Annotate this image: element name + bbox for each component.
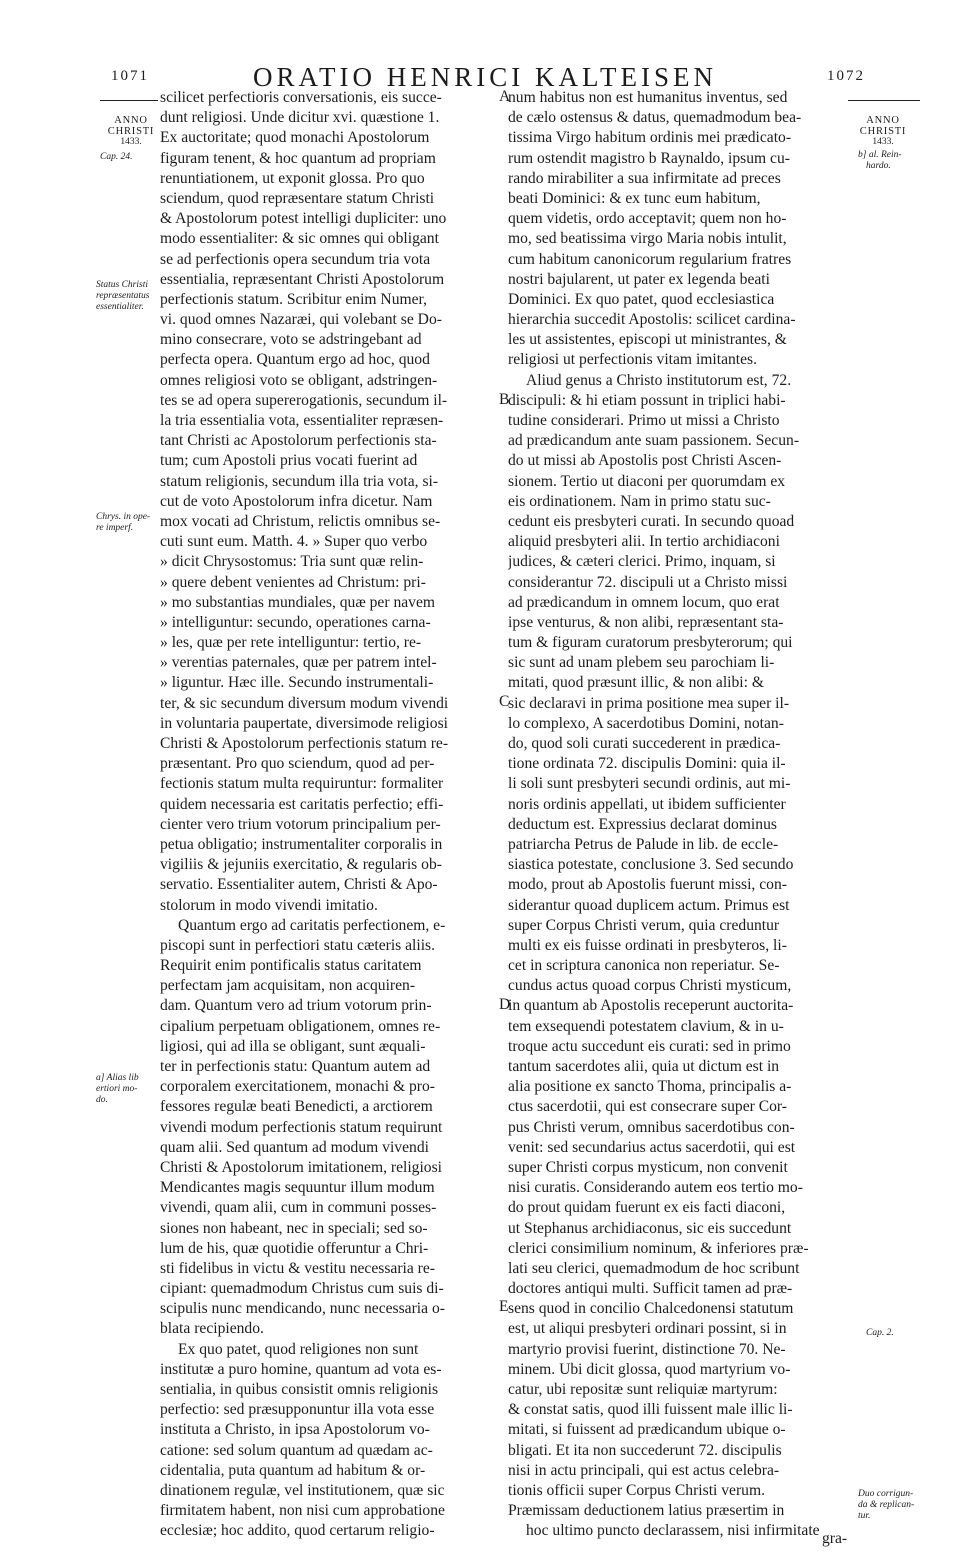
- section-letter-c: C: [499, 693, 510, 710]
- text-line: Christi & Apostolorum perfectionis statum re-: [160, 735, 449, 752]
- right-margin-cap: [866, 1328, 894, 1339]
- text-line: vivendi, quam alii, cum in communi posses-: [160, 1199, 437, 1217]
- text-line: & constat satis, quod illi fuissent male illic li-: [508, 1401, 793, 1419]
- right-margin-anno: [855, 115, 911, 148]
- text-line: catione: sed solum quantum ad quædam ac-: [160, 1441, 433, 1459]
- text-line: mo, sed beatissima virgo Maria nobis intulit,: [508, 230, 787, 248]
- text-line: stolorum in modo vivendi imitatio.: [160, 896, 378, 914]
- text-line: quem videtis, ordo acceptavit; quem non ho-: [508, 210, 787, 228]
- text-line: cipiant: quemadmodum Christus cum suis di-: [160, 1280, 444, 1298]
- text-line: » verentias paternales, quæ per patrem intel-: [160, 654, 437, 672]
- text-line: » liguntur. Hæc ille. Secundo instrumentali-: [160, 674, 434, 692]
- text-line: tionis officii super Corpus Christi verum.: [508, 1481, 765, 1499]
- text-line: cuti sunt eum. Matth. 4. » Super quo verbo: [160, 533, 428, 551]
- text-line: Requirit enim pontificalis status caritatem: [160, 957, 422, 975]
- text-line: cet in scriptura canonica non reperiatur. Se-: [508, 957, 780, 975]
- text-line: patriarcha Petrus de Palude in lib. de eccle-: [508, 835, 779, 853]
- text-line: tione ordinata 72. discipulis Domini: quia il-: [508, 755, 786, 773]
- alias-note-line: a] Alias lib: [96, 1073, 139, 1083]
- text-line: aliquid presbyteri alii. In tertio archidiaconi: [508, 533, 780, 551]
- text-line: sic sunt ad unam plebem seu parochiam li-: [508, 654, 775, 672]
- text-line: perfectam jam acquisitam, non acquiren-: [160, 977, 416, 995]
- text-line: hoc ultimo puncto declarassem, nisi infirmitate: [526, 1522, 820, 1540]
- text-line: sens quod in concilio Chalcedonensi statutum: [508, 1300, 794, 1318]
- text-line: pus Christi verum, omnibus sacerdotibus con-: [508, 1118, 795, 1136]
- anno-label: ANNO: [114, 115, 148, 126]
- text-line: mitati, quod præsunt illic, & non alibi: &: [508, 674, 764, 692]
- text-line: discipuli: & hi etiam possunt in triplici habi-: [508, 391, 786, 409]
- text-line: siones non habeant, nec in speciali; sed so-: [160, 1219, 428, 1237]
- text-line: figuram tenent, & hoc quantum ad propriam: [160, 149, 436, 167]
- page-number-right: 1072: [827, 68, 865, 84]
- text-line: judices, & cæteri clerici. Primo, inquam, si: [508, 553, 776, 571]
- text-line: nostri bajularent, ut pater ex legenda beati: [508, 270, 770, 288]
- text-line: sentialia, in quibus consistit omnis religionis: [160, 1381, 439, 1398]
- text-line: noris ordinis appellati, ut ibidem sufficienter: [508, 795, 786, 813]
- text-line: petua obligatio; instrumentaliter corporalis in: [160, 835, 443, 853]
- text-line: alia positione ex sancto Thoma, principalis a-: [508, 1078, 792, 1096]
- status-note-line: essentialiter.: [96, 302, 144, 312]
- text-line: troque actu succedunt eis curati: sed in primo: [508, 1037, 791, 1055]
- text-line: perfectionis statum. Scribitur enim Numer,: [160, 290, 428, 308]
- text-line: sti fidelibus in victu & vestitu necessaria re-: [160, 1259, 435, 1277]
- text-line: ter, & sic secundum diversum modum vivendi: [160, 694, 449, 712]
- duo-note-line: Duo corrigun-: [858, 1489, 914, 1499]
- text-line: lo complexo, A sacerdotibus Domini, notan-: [508, 714, 784, 732]
- text-line: minem. Ubi dicit glossa, quod martyrium vo-: [508, 1360, 791, 1378]
- text-line: sic declaravi in prima positione mea super il-: [508, 694, 790, 712]
- text-line: siastica potestate, conclusione 3. Sed secundo: [508, 856, 794, 874]
- text-line: » quere debent venientes ad Christum: pri-: [160, 573, 426, 591]
- text-line: tissima Virgo habitum ordinis mei prædicato-: [508, 129, 792, 147]
- left-text-column: [160, 88, 511, 1542]
- text-line: cedunt eis presbyteri curati. In secundo quoad: [508, 512, 795, 530]
- right-margin-duo-note: [858, 1489, 920, 1522]
- text-line: les ut assistentes, episcopi ut ministrantes, &: [508, 331, 787, 349]
- text-line: perfecta opera. Quantum ergo ad hoc, quod: [160, 351, 430, 369]
- text-line: beati Dominici: & ex tunc eum habitum,: [508, 189, 761, 207]
- chrys-note-line: re imperf.: [96, 523, 134, 533]
- text-line: in voluntaria paupertate, diversimode religiosi: [160, 714, 448, 732]
- b-note-line: b] al. Rein-: [858, 150, 902, 160]
- text-line: instituta a Christo, in ipsa Apostolorum vo-: [160, 1421, 430, 1439]
- year-label: 1433.: [120, 137, 142, 147]
- text-line: bligati. Et ita non succederunt 72. discipulis: [508, 1441, 782, 1459]
- text-line: ter in perfectionis statu: Quantum autem ad: [160, 1058, 431, 1075]
- text-line: » les, quæ per rete intelliguntur: tertio, re-: [160, 634, 422, 652]
- text-line: renuntiationem, ut exponit glossa. Pro quo: [160, 169, 425, 187]
- text-line: sionem. Tertio ut diaconi per quorumdam ex: [508, 472, 786, 490]
- text-line: do ut missi ab Apostolis post Christi Ascen-: [508, 452, 782, 470]
- text-line: nisi in actu principali, qui est actus celebra-: [508, 1461, 780, 1479]
- text-line: essentialia, repræsentant Christi Apostolorum: [160, 270, 445, 288]
- text-line: eis ordinationem. Nam in primo statu suc-: [508, 492, 771, 510]
- text-line: deductum est. Expressius declarat dominus: [508, 815, 777, 833]
- text-line: & Apostolorum potest intelligi dupliciter: uno: [160, 210, 447, 228]
- text-line: institutæ a puro homine, quantum ad vota es-: [160, 1360, 442, 1378]
- text-line: Mendicantes magis sequuntur illum modum: [160, 1179, 435, 1197]
- text-line: tes se ad opera supererogationis, secundum il-: [160, 391, 448, 409]
- right-text-column: [508, 88, 856, 1542]
- text-line: sciendum, quod repræsentare statum Christi: [160, 189, 435, 207]
- text-line: omnes religiosi voto se obligant, adstringen-: [160, 371, 438, 389]
- catchword: gra-: [822, 1530, 848, 1547]
- text-line: tem exsequendi potestatem clavium, & in u-: [508, 1017, 784, 1035]
- text-line: est, ut aliqui presbyteri ordinari possint, si in: [508, 1320, 787, 1338]
- text-line: tum; cum Apostoli prius vocati fuerint ad: [160, 452, 418, 470]
- text-line: Præmissam deductionem latius præsertim in: [508, 1502, 785, 1520]
- text-line: firmitatem habent, non nisi cum approbatione: [160, 1502, 445, 1520]
- alias-note-line: do.: [96, 1095, 108, 1105]
- text-line: num habitus non est humanitus inventus, sed: [508, 89, 788, 106]
- text-line: religiosi ut perfectionis vitam imitantes.: [508, 351, 758, 369]
- text-line: cipalium perpetuam obligationem, omnes re-: [160, 1017, 441, 1035]
- text-line: perfectio: sed præsupponuntur illa vota esse: [160, 1401, 435, 1419]
- text-line: li soli sunt presbyteri secundi ordinis, aut mi-: [508, 775, 791, 793]
- text-line: considerantur 72. discipuli ut a Christo missi: [508, 573, 788, 591]
- text-line: ligiosi, qui ad illa se obligant, sunt æquali-: [160, 1037, 426, 1055]
- christi-label: CHRISTI: [107, 126, 155, 137]
- text-line: cienter vero trium votorum principalium per-: [160, 815, 441, 833]
- right-header-rule: [848, 100, 920, 101]
- text-line: ad prædicandum in omnem locum, quo erat: [508, 593, 780, 611]
- text-line: Christi & Apostolorum imitationem, religiosi: [160, 1158, 442, 1176]
- text-line: » mo substantias mundiales, quæ per navem: [160, 593, 436, 611]
- text-line: super Corpus Christi verum, quia creduntur: [508, 916, 780, 934]
- text-line: Dominici. Ex quo patet, quod ecclesiastica: [508, 290, 775, 308]
- year-label: 1433.: [872, 137, 894, 147]
- text-line: Aliud genus a Christo institutorum est, 72.: [526, 371, 792, 389]
- text-line: do prout quidam fuerunt ex eis facti diaconi,: [508, 1199, 786, 1217]
- section-letter-b: B: [499, 391, 510, 408]
- christi-label: CHRISTI: [859, 126, 907, 137]
- right-margin-b-note: [858, 150, 920, 172]
- text-line: Ex auctoritate; quod monachi Apostolorum: [160, 129, 430, 147]
- text-line: quidem necessaria est caritatis perfectio; effi-: [160, 795, 444, 813]
- text-line: tant Christi ac Apostolorum perfectionis sta-: [160, 432, 437, 450]
- text-line: ctus sacerdotii, qui est consecrare super Cor-: [508, 1098, 787, 1116]
- text-line: rando mirabiliter a sua infirmitate ad preces: [508, 169, 781, 187]
- text-line: quam alii. Sed quantum ad modum vivendi: [160, 1138, 429, 1156]
- text-line: fectionis statum multa requiruntur: formaliter: [160, 775, 444, 793]
- text-line: dinationem regulæ, vel institutionem, quæ sic: [160, 1481, 445, 1499]
- text-line: tantum sacerdotes alii, quia ut dictum est in: [508, 1058, 780, 1075]
- text-line: cum habitum canonicorum regularium fratres: [508, 250, 792, 268]
- status-note-line: repræsentatus: [96, 291, 150, 301]
- text-line: vivendi modum perfectionis statum requirunt: [160, 1118, 443, 1136]
- text-line: » dicit Chrysostomus: Tria sunt quæ relin-: [160, 553, 424, 571]
- text-line: multi ex eis fuisse ordinati in presbyteros, li-: [508, 936, 787, 954]
- anno-label: ANNO: [866, 115, 900, 126]
- text-line: de cælo ostensus & datus, quemadmodum bea-: [508, 109, 802, 127]
- text-line: lum de his, quæ quotidie offeruntur a Chri-: [160, 1239, 429, 1257]
- text-line: siderantur quoad duplicem actum. Primus est: [508, 896, 790, 914]
- text-line: modo, prout ab Apostolis fuerunt missi, con-: [508, 876, 787, 894]
- text-line: corporalem exercitationem, monachi & pro-: [160, 1078, 435, 1096]
- text-line: cut de voto Apostolorum infra dicetur. Nam: [160, 492, 433, 510]
- text-line: se ad perfectionis opera secundum tria vota: [160, 250, 431, 268]
- text-line: piscopi sunt in perfectiori statu cæteris aliis.: [160, 936, 435, 954]
- b-note-line: hardo.: [866, 161, 891, 171]
- text-line: la tria essentialia vota, essentialiter repræsen-: [160, 412, 444, 429]
- text-line: venit: sed secundarius actus sacerdotii, qui est: [508, 1138, 796, 1156]
- duo-note-line: da & replican-: [858, 1500, 915, 1510]
- page-number-left: 1071: [111, 68, 149, 84]
- text-line: ad prædicandum ante suam passionem. Secun-: [508, 432, 800, 450]
- text-line: dunt religiosi. Unde dicitur xvi. quæstione 1.: [160, 109, 440, 127]
- left-margin-cap: [100, 152, 132, 163]
- chrys-note-line: Chrys. in ope-: [96, 512, 151, 522]
- text-line: fessores regulæ beati Benedicti, a arctiorem: [160, 1098, 433, 1116]
- left-margin-alias-note: [96, 1073, 158, 1106]
- text-line: do, quod soli curati succederent in prædica-: [508, 735, 781, 752]
- text-line: tum & figuram curatorum presbyterorum; qui: [508, 634, 793, 652]
- text-line: rum ostendit magistro b Raynaldo, ipsum cu-: [508, 149, 790, 167]
- text-line: Ex quo patet, quod religiones non sunt: [178, 1340, 419, 1358]
- text-line: scilicet perfectioris conversationis, eis succe-: [160, 89, 442, 106]
- left-header-rule: [100, 100, 158, 101]
- text-line: ut Stephanus archidiaconus, sic eis succedunt: [508, 1219, 792, 1237]
- text-line: catur, ubi repositæ sunt reliquiæ martyrum:: [508, 1381, 778, 1398]
- running-title: ORATIO HENRICI KALTEISEN: [253, 62, 717, 92]
- text-line: blata recipiendo.: [160, 1320, 264, 1338]
- section-letter-e: E: [499, 1298, 509, 1315]
- text-line: dam. Quantum vero ad trium votorum prin-: [160, 997, 432, 1015]
- text-line: mox vocati ad Christum, relictis omnibus se-: [160, 512, 441, 530]
- text-line: vigiliis & jejuniis exercitatio, & regularis ob-: [160, 856, 442, 874]
- text-line: in quantum ab Apostolis receperunt auctorita-: [508, 997, 794, 1015]
- status-note-line: Status Christi: [96, 280, 148, 290]
- text-line: vi. quod omnes Nazaræi, qui volebant se Do-: [160, 311, 442, 329]
- duo-note-line: tur.: [858, 1511, 871, 1521]
- text-line: nisi curatis. Considerando autem eos tertio mo-: [508, 1179, 803, 1197]
- section-letter-d: D: [499, 996, 511, 1013]
- text-line: Quantum ergo ad caritatis perfectionem, e-: [178, 916, 446, 934]
- text-line: modo essentialiter: & sic omnes qui obligant: [160, 230, 439, 248]
- text-line: martyrio provisi fuerint, distinctione 70. Ne-: [508, 1340, 786, 1358]
- text-line: ecclesiæ; hoc addito, quod certarum religio-: [160, 1522, 435, 1540]
- left-margin-anno: [104, 115, 158, 148]
- text-line: clerici consimilium nominum, & inferiores præ-: [508, 1239, 809, 1257]
- text-line: super Christi corpus mysticum, non convenit: [508, 1158, 788, 1176]
- text-line: mitati, si fuissent ad prædicandum ubique o-: [508, 1421, 786, 1439]
- left-margin-status-note: [96, 280, 158, 313]
- text-line: statum religionis, secundum illa tria vota, si-: [160, 472, 439, 490]
- section-letter-a: A: [499, 88, 511, 105]
- cap-reference: Cap. 24.: [100, 152, 133, 162]
- text-line: præsentant. Pro quo sciendum, quod ad per-: [160, 755, 435, 773]
- text-line: » intelliguntur: secundo, operationes carna-: [160, 613, 431, 631]
- cap-reference: Cap. 2.: [866, 1328, 894, 1338]
- text-line: mino consecrare, voto se adstringebant ad: [160, 331, 422, 349]
- text-line: servatio. Essentialiter autem, Christi & Apo-: [160, 876, 438, 894]
- text-line: lati seu clerici, quemadmodum de hoc scribunt: [508, 1259, 800, 1277]
- text-line: doctores antiqui multi. Sufficit tamen ad præ-: [508, 1280, 793, 1298]
- text-line: tudine considerari. Primo ut missi a Christo: [508, 412, 780, 429]
- text-line: hierarchia succedit Apostolis: scilicet cardina-: [508, 311, 796, 329]
- text-line: scipulis nunc mendicando, nunc necessaria o-: [160, 1300, 445, 1318]
- alias-note-line: ertiori mo-: [96, 1084, 138, 1094]
- text-line: ipse venturus, & non alibi, repræsentant sta-: [508, 613, 784, 631]
- text-line: cidentalia, puta quantum ad habitum & or-: [160, 1461, 426, 1479]
- left-margin-chrys-note: [96, 512, 158, 534]
- text-line: cundus actus quoad corpus Christi mysticum,: [508, 977, 792, 995]
